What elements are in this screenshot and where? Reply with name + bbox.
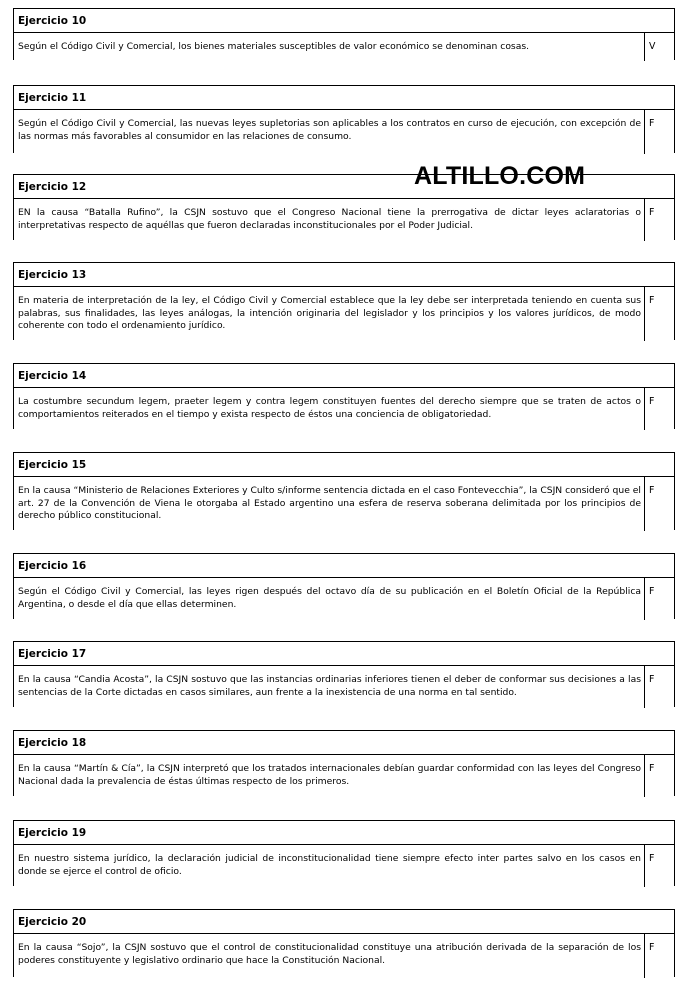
exercise-block-13 — [13, 262, 675, 340]
exercise-block-18 — [13, 730, 675, 796]
exercise-answer: F — [644, 578, 674, 620]
exercise-block-17 — [13, 641, 675, 707]
exercise-answer: F — [644, 477, 674, 531]
exercise-statement: En materia de interpretación de la ley, el Código Civil y Comercial establece que la ley debe ser interpretada teniendo en cuenta sus palabras, sus finalidades, las leyes análogas, la intención originaria del legislador y los principios y los valores jurídicos, de modo coherente con todo el ordenamiento jurídico. — [18, 295, 641, 332]
exercise-answer: F — [644, 287, 674, 341]
exercise-block-14 — [13, 363, 675, 429]
exercise-block-10 — [13, 8, 675, 60]
exercise-answer: V — [644, 33, 674, 61]
exercise-answer: F — [644, 199, 674, 241]
exercise-title: Ejercicio 17 — [14, 642, 674, 666]
exercise-answer: F — [644, 666, 674, 708]
exercise-statement: Según el Código Civil y Comercial, las leyes rigen después del octavo día de su publicación en el Boletín Oficial de la República Argentina, o desde el día que ellas determinen. — [18, 586, 641, 610]
exercise-block-16 — [13, 553, 675, 619]
exercise-block-20 — [13, 909, 675, 977]
exercise-title: Ejercicio 18 — [14, 731, 674, 755]
exercise-title: Ejercicio 13 — [14, 263, 674, 287]
exercise-title: Ejercicio 20 — [14, 910, 674, 934]
exercise-answer: F — [644, 934, 674, 978]
watermark-text: ALTILLO.COM — [414, 162, 586, 190]
exercise-statement: La costumbre secundum legem, praeter legem y contra legem constituyen fuentes del derecho siempre que se traten de actos o comportamientos reiterados en el tiempo y exista respecto de éstos una conciencia de obligatoriedad. — [18, 396, 641, 420]
exercise-block-15 — [13, 452, 675, 530]
exercise-title: Ejercicio 16 — [14, 554, 674, 578]
exercise-answer: F — [644, 845, 674, 887]
exercise-title: Ejercicio 15 — [14, 453, 674, 477]
exercise-title: Ejercicio 19 — [14, 821, 674, 845]
exercise-statement: EN la causa “Batalla Rufino”, la CSJN sostuvo que el Congreso Nacional tiene la prerrogativa de dictar leyes aclaratorias o interpretativas respecto de aquéllas que fueron declaradas inconstitucionales por el Poder Judicial. — [18, 207, 641, 231]
exercise-statement: Según el Código Civil y Comercial, las nuevas leyes supletorias son aplicables a los contratos en curso de ejecución, con excepción de las normas más favorables al consumidor en las relaciones de consumo. — [18, 118, 641, 142]
exercise-title: Ejercicio 12 — [14, 175, 674, 199]
exercise-statement: Según el Código Civil y Comercial, los bienes materiales susceptibles de valor económico se denominan cosas. — [18, 41, 530, 52]
exercise-answer: F — [644, 110, 674, 154]
exercise-title: Ejercicio 11 — [14, 86, 674, 110]
exercise-statement: En la causa “Martín & Cía”, la CSJN interpretó que los tratados internacionales debían guardar conformidad con las leyes del Congreso Nacional dada la prevalencia de éstas últimas respecto de los primeros. — [18, 763, 641, 787]
exercise-statement: En la causa “Candia Acosta”, la CSJN sostuvo que las instancias ordinarias inferiores tienen el deber de conformar sus decisiones a las sentencias de la Corte dictadas en casos similares, aun frente a la inexistencia de una norma en tal sentido. — [18, 674, 641, 698]
exercise-block-11 — [13, 85, 675, 153]
exercise-statement: En nuestro sistema jurídico, la declaración judicial de inconstitucionalidad tiene siempre efecto inter partes salvo en los casos en donde se ejerce el control de oficio. — [18, 853, 641, 877]
exercise-statement: En la causa “Sojo”, la CSJN sostuvo que el control de constitucionalidad constituye una atribución derivada de la separación de los poderes constituyente y legislativo ordinario que hace la Constitución Nacional. — [18, 942, 641, 966]
exercise-answer: F — [644, 388, 674, 430]
exercise-title: Ejercicio 14 — [14, 364, 674, 388]
exercise-block-19 — [13, 820, 675, 886]
exercise-block-12 — [13, 174, 675, 240]
exercise-statement: En la causa “Ministerio de Relaciones Exteriores y Culto s/informe sentencia dictada en el caso Fontevecchia”, la CSJN consideró que el art. 27 de la Convención de Viena le otorgaba al Estado argentino una esfera de reserva soberana delimitada por los principios de derecho público constitucional. — [18, 485, 641, 522]
exercise-title: Ejercicio 10 — [14, 9, 674, 33]
exercise-answer: F — [644, 755, 674, 797]
